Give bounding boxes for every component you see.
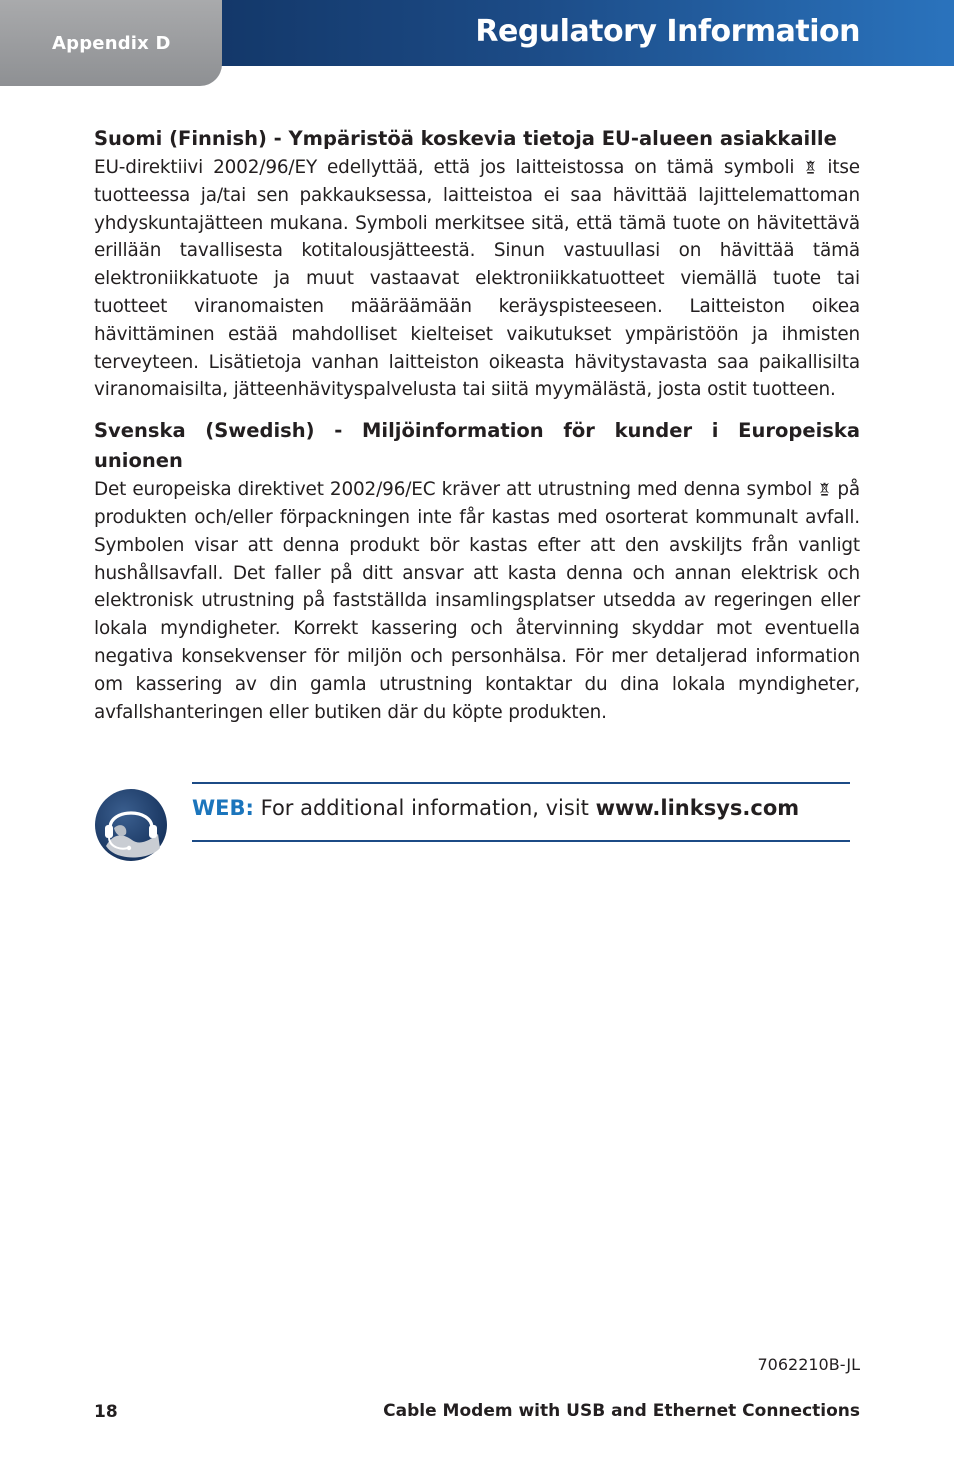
page-title: Regulatory Information [475, 14, 860, 49]
finnish-body [94, 154, 860, 404]
main-content [94, 124, 860, 738]
swedish-body [94, 476, 860, 726]
footer-product-title: Cable Modem with USB and Ethernet Connections [383, 1401, 860, 1421]
finnish-body-start: EU-direktiivi 2002/96/EY edellyttää, että jos laitteistossa on tämä symboli [94, 157, 795, 178]
appendix-tab [0, 0, 222, 86]
finnish-heading: Suomi (Finnish) - Ympäristöä koskevia tietoja EU-alueen asiakkaille [94, 127, 837, 150]
weee-bin-icon [806, 159, 815, 174]
web-label: WEB: [192, 796, 254, 820]
web-note-text: For additional information, visit [260, 796, 589, 820]
swedish-body-rest: på produkten och/eller förpackningen inte får kastas med osorterat kommunalt avfall. Symbolen visar att denna produkt bör kastas efter att den avskiljts från vanligt hushållsavfall. Det faller på ditt ansvar att kasta denna och annan elektrisk och elektronisk utrustning på fastställda insamlingsplatser utsedda av regeringen eller lokala myndigheter. Korrekt kassering och återvinning skyddar mot eventuella negativa konsekvenser för miljön och personhälsa. För mer detaljerad information om kassering av din gamla utrustning kontaktar du dina lokala myndigheter, avfallshanteringen eller butiken där du köpte produkten. [94, 479, 861, 723]
swedish-heading: Svenska (Swedish) - Miljöinformation för kunder i Europeiska unionen [94, 419, 860, 473]
web-url-link[interactable]: www.linksys.com [595, 796, 800, 820]
web-rule-bottom [192, 840, 850, 842]
web-note [192, 796, 799, 820]
weee-bin-icon [820, 481, 829, 496]
finnish-body-rest: itse tuotteessa ja/tai sen pakkauksessa, laitteistoa ei saa hävittää lajittelemattoman yhdyskuntajätteen mukana. Symboli merkitsee sitä, että tämä tuote on hävitettävä erillään tavallisesta kotitalousjätteestä. Sinun vastuullasi on hävittää tämä elektroniikkatuote ja muut vastaavat elektroniikkatuotteet viemällä tuote tai tuotteet viranomaisten määräämään keräyspisteeseen. Laitteiston oikea hävittäminen estää mahdolliset kielteiset vaikutukset ympäristöön ja ihmisten terveyteen. Lisätietoja vanhan laitteiston oikeasta hävitystavasta saa paikallisilta viranomaisilta, jätteenhävityspalvelusta tai siitä myymälästä, josta ostit tuotteen. [94, 157, 860, 401]
swedish-body-start: Det europeiska direktivet 2002/96/EC kräver att utrustning med denna symbol [94, 479, 813, 501]
page-number: 18 [94, 1402, 118, 1422]
web-info-box [94, 782, 850, 842]
web-rule-top [192, 782, 850, 784]
appendix-label: Appendix D [52, 33, 171, 54]
document-id: 7062210B-JL [757, 1355, 860, 1374]
globe-headset-icon [94, 788, 168, 862]
